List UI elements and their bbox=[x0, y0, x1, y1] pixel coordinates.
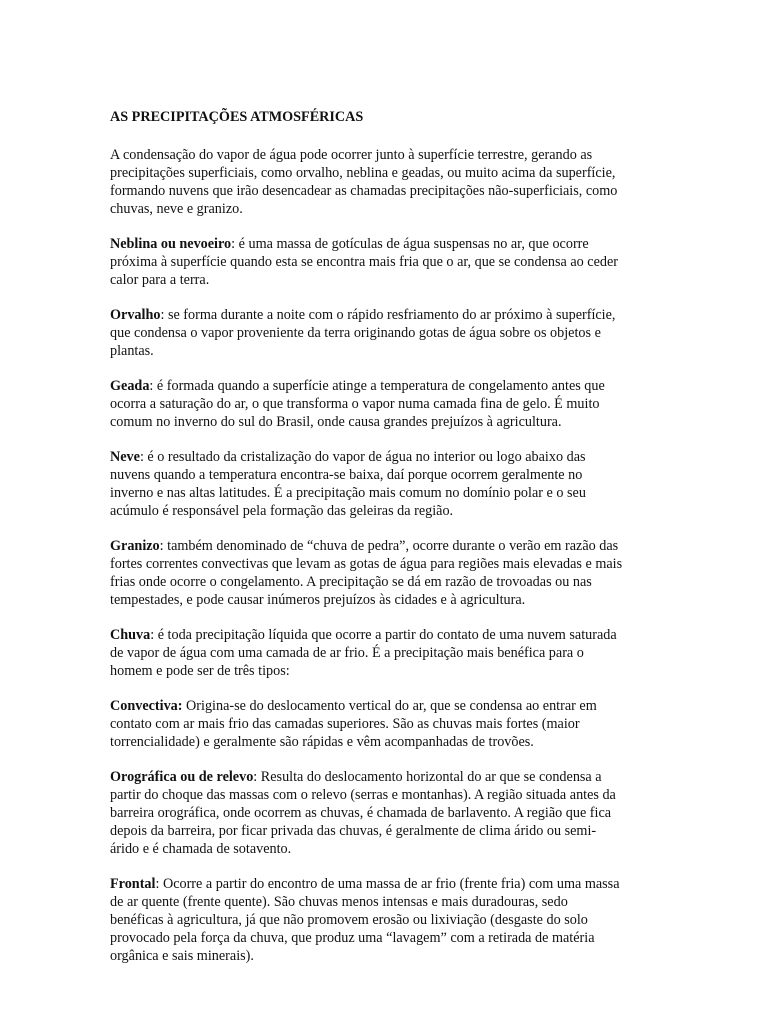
section-term: Frontal bbox=[110, 876, 156, 892]
intro-paragraph: A condensação do vapor de água pode ocorrer junto à superfície terrestre, gerando as precipitações superficiais, como orvalho, neblina e geadas, ou muito acima da superfície, formando nuvens que irão desencadear as chamadas precipitações não-superficiais, como chuvas, neve e granizo. bbox=[110, 147, 618, 217]
section-term: Neblina ou nevoeiro bbox=[110, 236, 232, 252]
section-text: : é formada quando a superfície atinge a temperatura de congelamento antes que ocorra a saturação do ar, o que transforma o vapor numa camada fina de gelo. É muito comum no inverno do sul do Brasil, onde causa grandes prejuízos à agricultura. bbox=[110, 378, 605, 430]
section-term: Convectiva: bbox=[110, 698, 183, 714]
section-text: : é uma massa de gotículas de água suspensas no ar, que ocorre próxima à superfície quando esta se encontra mais fria que o ar, que se condensa ao ceder calor para a terra. bbox=[110, 236, 618, 288]
section-text: : se forma durante a noite com o rápido resfriamento do ar próximo à superfície, que condensa o vapor proveniente da terra originando gotas de água sobre os objetos e plantas. bbox=[110, 307, 616, 359]
document-title: AS PRECIPITAÇÕES ATMOSFÉRICAS bbox=[110, 109, 364, 125]
section-granizo bbox=[110, 537, 660, 609]
section-text: : Ocorre a partir do encontro de uma massa de ar frio (frente fria) com uma massa de ar quente (frente quente). São chuvas menos intensas e mais duradouras, sedo benéficas à agricultura, já que não promovem erosão ou lixiviação (desgaste do solo provocado pela força da chuva, que produz uma “lavagem” com a retirada de matéria orgânica e sais minerais). bbox=[110, 876, 620, 964]
section-text: : é toda precipitação líquida que ocorre a partir do contato de uma nuvem saturada de vapor de água com uma camada de ar frio. É a precipitação mais benéfica para o homem e pode ser de três tipos: bbox=[110, 627, 617, 679]
section-term: Granizo bbox=[110, 538, 160, 554]
section-orografica bbox=[110, 768, 660, 858]
section-neblina bbox=[110, 235, 660, 289]
section-neve bbox=[110, 448, 660, 520]
document-page bbox=[110, 108, 660, 982]
section-text: : é o resultado da cristalização do vapor de água no interior ou logo abaixo das nuvens quando a temperatura encontra-se baixa, daí porque ocorrem geralmente no inverno e nas altas latitudes. É a precipitação mais comum no domínio polar e o seu acúmulo é responsável pela formação das geleiras da região. bbox=[110, 449, 586, 519]
section-term: Chuva bbox=[110, 627, 151, 643]
section-term: Orvalho bbox=[110, 307, 161, 323]
section-frontal bbox=[110, 875, 660, 965]
section-chuva bbox=[110, 626, 660, 680]
section-convectiva bbox=[110, 697, 660, 751]
section-text: : também denominado de “chuva de pedra”, ocorre durante o verão em razão das fortes correntes convectivas que levam as gotas de água para regiões mais elevadas e mais frias onde ocorre o congelamento. A precipitação se dá em razão de trovoadas ou nas tempestades, e pode causar inúmeros prejuízos às cidades e à agricultura. bbox=[110, 538, 623, 608]
section-term: Orográfica ou de relevo bbox=[110, 769, 254, 785]
section-text: : Resulta do deslocamento horizontal do ar que se condensa a partir do choque das massas com o relevo (serras e montanhas). A região situada antes da barreira orográfica, onde ocorrem as chuvas, é chamada de barlavento. A região que fica depois da barreira, por ficar privada das chuvas, é geralmente de clima árido ou semi- árido e é chamada de sotavento. bbox=[110, 769, 616, 857]
section-orvalho bbox=[110, 306, 660, 360]
section-term: Geada bbox=[110, 378, 150, 394]
section-text: Origina-se do deslocamento vertical do ar, que se condensa ao entrar em contato com ar mais frio das camadas superiores. São as chuvas mais fortes (maior torrencialidade) e geralmente são rápidas e vêm acompanhadas de trovões. bbox=[110, 698, 597, 750]
section-geada bbox=[110, 377, 660, 431]
section-term: Neve bbox=[110, 449, 140, 465]
